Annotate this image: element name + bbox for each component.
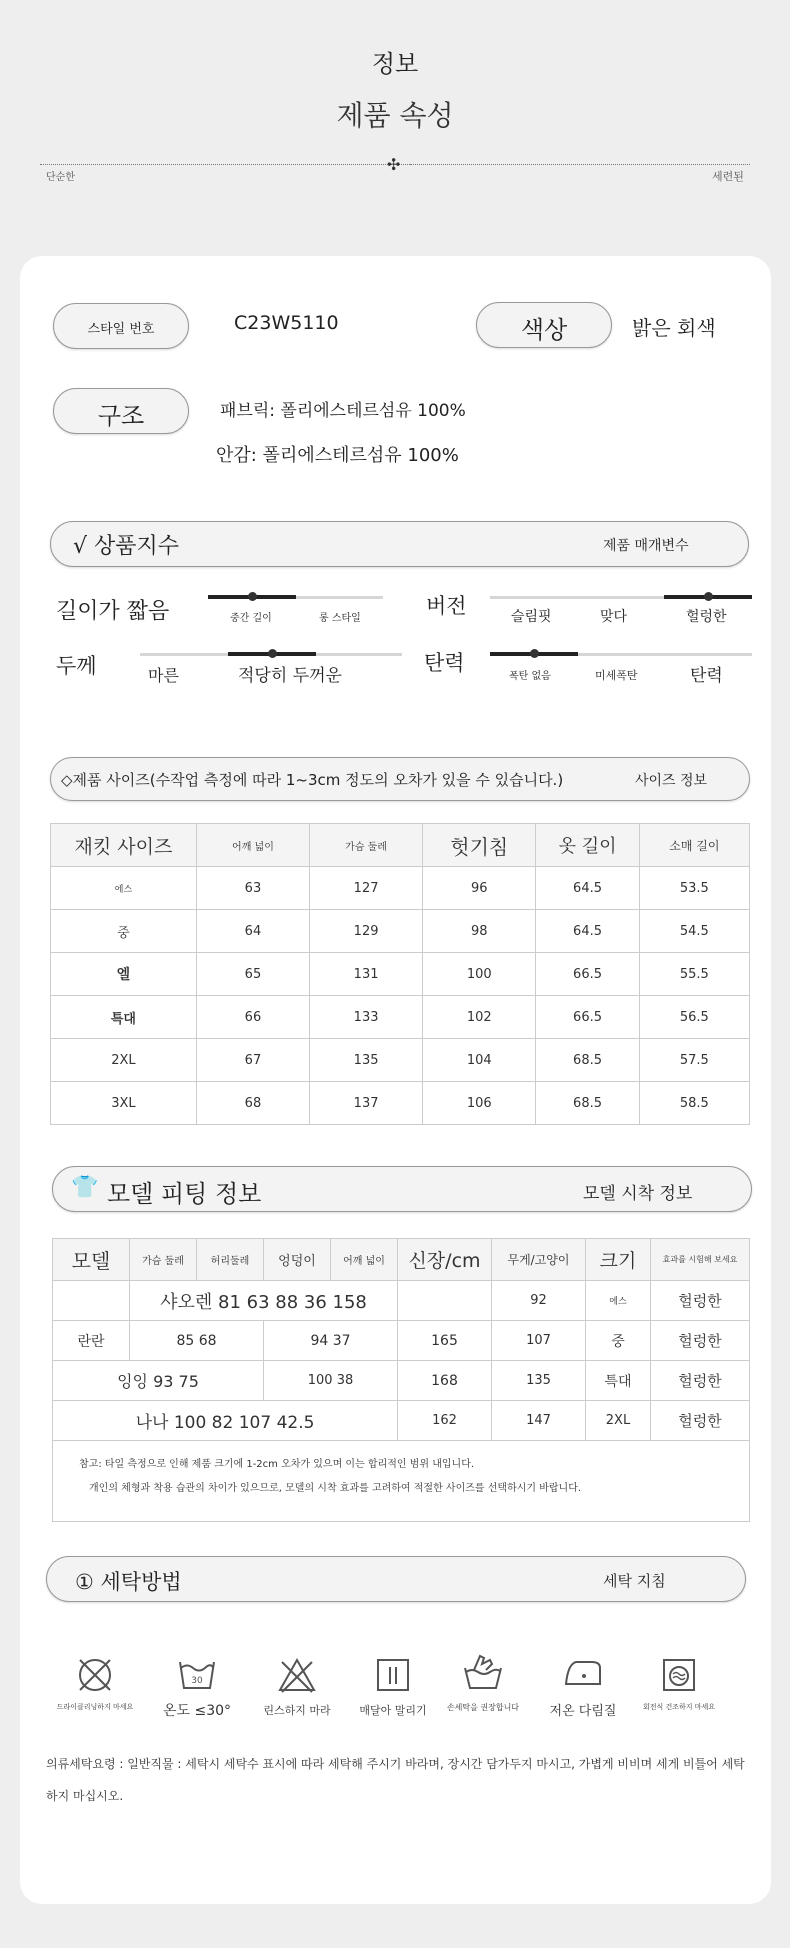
model-note-1: 참고: 타일 측정으로 인해 제품 크기에 1-2cm 오차가 있으며 이는 합리적인 범위 내입니다.: [79, 1459, 475, 1470]
model-cell: 147: [492, 1401, 586, 1441]
crosshair-icon: ✣: [387, 155, 401, 174]
color-label: 색상: [520, 316, 568, 344]
version-option-1: 슬림핏: [511, 609, 552, 625]
table-row: [51, 953, 750, 996]
size-cell: 66: [196, 996, 309, 1039]
fabric-info: 패브릭: 폴리에스테르섬유 100%: [220, 401, 466, 421]
no-tumble-dry-icon: [656, 1652, 702, 1698]
size-cell: 135: [310, 1039, 423, 1082]
table-row: [53, 1281, 750, 1321]
table-note-row: [53, 1441, 750, 1522]
model-cell: 헐렁한: [651, 1321, 750, 1361]
table-row: [53, 1361, 750, 1401]
svg-text:30: 30: [191, 1676, 203, 1686]
model-header-cell: 신장/cm: [398, 1239, 492, 1281]
size-section-header: [50, 757, 750, 801]
wash-section-right: 세탁 지침: [603, 1572, 666, 1590]
size-cell: 에스: [51, 867, 197, 910]
size-header-cell: 옷 길이: [536, 824, 639, 867]
size-cell: 102: [423, 996, 536, 1039]
model-cell: 94 37: [264, 1321, 398, 1361]
thickness-option-2: 적당히 두꺼운: [238, 666, 342, 686]
size-cell: 54.5: [639, 910, 749, 953]
size-table: [50, 823, 750, 1125]
table-row: [51, 867, 750, 910]
size-cell: 57.5: [639, 1039, 749, 1082]
length-option-1: 중간 길이: [230, 613, 272, 624]
model-section-right: 모델 시착 정보: [583, 1184, 693, 1204]
model-header-cell: 엉덩이: [264, 1239, 331, 1281]
size-cell: 137: [310, 1082, 423, 1125]
model-cell: 107: [492, 1321, 586, 1361]
no-dryclean-icon: [72, 1652, 118, 1698]
right-note: 세련된: [712, 170, 744, 183]
size-header-cell: 가슴 둘레: [310, 824, 423, 867]
wash-icon-label: 매달아 말리기: [359, 1704, 427, 1717]
size-cell: 64.5: [536, 910, 639, 953]
size-cell: 106: [423, 1082, 536, 1125]
wash-icon-label: 저온 다림질: [549, 1704, 617, 1719]
model-table-header: [53, 1239, 750, 1281]
model-merged-cell: 나나 100 82 107 42.5: [53, 1401, 398, 1441]
size-cell: 96: [423, 867, 536, 910]
model-cell: 92: [492, 1281, 586, 1321]
style-value: C23W5110: [234, 312, 339, 334]
model-cell: 168: [398, 1361, 492, 1401]
wash-instructions: 의류세탁요령 : 일반직물 : 세탁시 세탁수 표시에 따라 세탁해 주시기 바라며, 장시간 담가두지 마시고, 가볍게 비비며 세게 비틀어 세탁하지 마십시오.: [46, 1757, 745, 1803]
model-cell: 100 38: [264, 1361, 398, 1401]
index-section-title: √ 상품지수: [73, 534, 180, 559]
color-label-pill: [476, 302, 612, 348]
wash-icon-label: 손세탁을 권장합니다: [446, 1703, 520, 1712]
low-iron-icon: [560, 1650, 606, 1696]
size-cell: 3XL: [51, 1082, 197, 1125]
wash-section-title: ① 세탁방법: [75, 1570, 182, 1594]
model-header-cell: 어깨 넓이: [331, 1239, 398, 1281]
model-header-cell: 모델: [53, 1239, 130, 1281]
size-cell: 2XL: [51, 1039, 197, 1082]
hand-wash-icon: [460, 1650, 506, 1696]
size-cell: 104: [423, 1039, 536, 1082]
table-row: [51, 1039, 750, 1082]
size-cell: 56.5: [639, 996, 749, 1039]
size-header-cell: 헛기침: [423, 824, 536, 867]
index-label-length: 길이가 짧음: [56, 599, 170, 624]
size-cell: 64.5: [536, 867, 639, 910]
model-table: [52, 1238, 750, 1522]
index-section-right: 제품 매개변수: [603, 538, 689, 554]
wash-section-header: [46, 1556, 746, 1602]
model-cell: 란란: [53, 1321, 130, 1361]
table-row: [53, 1321, 750, 1361]
model-cell: 85 68: [130, 1321, 264, 1361]
size-cell: 66.5: [536, 953, 639, 996]
model-section-header: [52, 1166, 752, 1212]
model-section-title: 모델 피팅 정보: [107, 1180, 262, 1208]
size-cell: 67: [196, 1039, 309, 1082]
model-cell: 165: [398, 1321, 492, 1361]
size-cell: 133: [310, 996, 423, 1039]
size-cell: 55.5: [639, 953, 749, 996]
elasticity-option-3: 탄력: [690, 666, 723, 686]
size-section-right: 사이즈 정보: [635, 773, 708, 789]
index-label-thickness: 두께: [56, 654, 97, 678]
table-row: [53, 1401, 750, 1441]
size-cell: 58.5: [639, 1082, 749, 1125]
version-option-2: 맞다: [600, 609, 628, 625]
wash-icon-label: 회전식 건조하지 마세요: [642, 1703, 716, 1711]
model-cell: 특대: [586, 1361, 651, 1401]
version-option-3: 헐렁한: [686, 609, 727, 625]
style-label: 스타일 번호: [87, 322, 155, 337]
size-cell: 65: [196, 953, 309, 996]
size-cell: 68.5: [536, 1082, 639, 1125]
model-cell: 중: [586, 1321, 651, 1361]
size-cell: 64: [196, 910, 309, 953]
model-header-cell: 가슴 둘레: [130, 1239, 197, 1281]
wash-icon-label: 드라이클리닝하지 마세요: [56, 1703, 134, 1711]
model-cell: 162: [398, 1401, 492, 1441]
model-merged-cell: 샤오렌 81 63 88 36 158: [130, 1281, 398, 1321]
index-label-version: 버전: [426, 594, 467, 618]
size-cell: 엘: [51, 953, 197, 996]
length-scale: [208, 596, 383, 599]
size-cell: 129: [310, 910, 423, 953]
size-cell: 131: [310, 953, 423, 996]
size-cell: 98: [423, 910, 536, 953]
size-cell: 중: [51, 910, 197, 953]
thickness-option-1: 마른: [148, 666, 179, 685]
size-cell: 특대: [51, 996, 197, 1039]
structure-label-pill: [53, 388, 189, 434]
page-title: 제품 속성: [336, 99, 454, 132]
wash-icon-label: 온도 ≤30°: [162, 1703, 232, 1719]
no-bleach-icon: [274, 1652, 320, 1698]
header-small-title: 정보: [371, 50, 419, 78]
wash-icon-label: 린스하지 마라: [263, 1704, 331, 1717]
structure-label: 구조: [97, 402, 145, 430]
size-cell: 63: [196, 867, 309, 910]
model-cell: 헐렁한: [651, 1361, 750, 1401]
model-header-cell: 허리둘레: [197, 1239, 264, 1281]
left-note: 단순한: [46, 172, 75, 183]
size-header-cell: 재킷 사이즈: [51, 824, 197, 867]
style-label-pill: [53, 303, 189, 349]
product-card: [20, 256, 771, 1904]
elasticity-option-1: 폭탄 없음: [509, 671, 551, 682]
color-value: 밝은 회색: [632, 316, 716, 340]
elasticity-option-2: 미세폭탄: [595, 669, 638, 682]
model-note-2: 개인의 체형과 착용 습관의 차이가 있으므로, 모델의 시착 효과를 고려하여 적절한 사이즈를 선택하시기 바랍니다.: [89, 1483, 582, 1494]
size-section-title: ◇제품 사이즈(수작업 측정에 따라 1~3cm 정도의 오차가 있을 수 있습니다.): [61, 771, 564, 789]
model-cell: 헐렁한: [651, 1401, 750, 1441]
shirt-icon: 👕: [71, 1175, 99, 1200]
wash-30-icon: [174, 1650, 220, 1696]
lining-info: 안감: 폴리에스테르섬유 100%: [216, 445, 459, 466]
model-cell: 2XL: [586, 1401, 651, 1441]
model-merged-cell: 잉잉 93 75: [53, 1361, 264, 1401]
model-header-cell: 무게/고양이: [492, 1239, 586, 1281]
size-cell: 68: [196, 1082, 309, 1125]
index-label-elasticity: 탄력: [424, 651, 465, 675]
version-scale: [490, 596, 752, 599]
model-cell: [53, 1281, 130, 1321]
table-row: [51, 1082, 750, 1125]
index-section-header: [50, 521, 749, 567]
model-header-cell: 효과를 시험해 보세요: [651, 1239, 750, 1281]
size-header-cell: 어깨 넓이: [196, 824, 309, 867]
table-row: [51, 996, 750, 1039]
thickness-scale: [140, 653, 402, 656]
model-header-cell: 크기: [586, 1239, 651, 1281]
size-cell: 68.5: [536, 1039, 639, 1082]
hang-dry-icon: [370, 1652, 416, 1698]
model-cell: 헐렁한: [651, 1281, 750, 1321]
size-cell: 100: [423, 953, 536, 996]
elasticity-scale: [490, 653, 752, 656]
model-cell: 135: [492, 1361, 586, 1401]
size-table-header: [51, 824, 750, 867]
header-divider-left: [40, 164, 410, 165]
size-header-cell: 소매 길이: [639, 824, 749, 867]
table-row: [51, 910, 750, 953]
model-cell: [398, 1281, 492, 1321]
size-cell: 53.5: [639, 867, 749, 910]
length-option-2: 롱 스타일: [319, 613, 361, 624]
header-divider-right: [410, 164, 750, 165]
size-cell: 127: [310, 867, 423, 910]
size-cell: 66.5: [536, 996, 639, 1039]
model-cell: 에스: [586, 1281, 651, 1321]
